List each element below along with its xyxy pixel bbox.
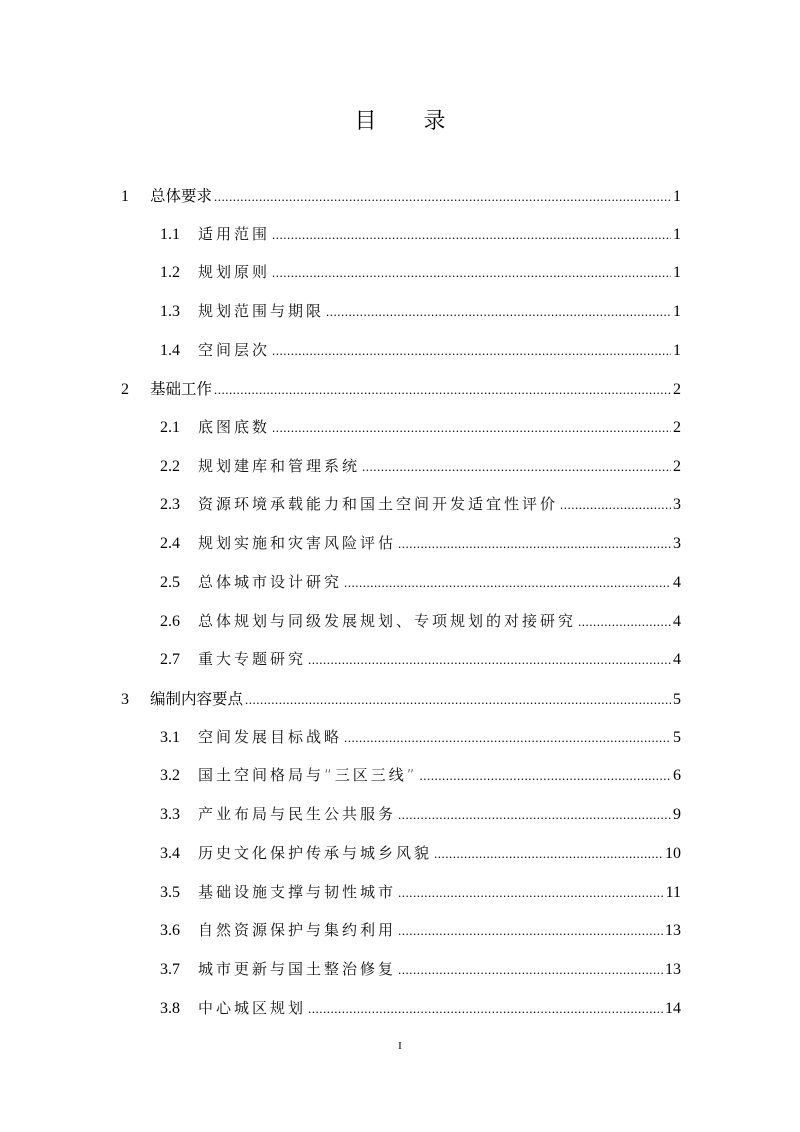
entry-page: 11 bbox=[665, 884, 681, 901]
entry-page: 5 bbox=[673, 691, 681, 708]
toc-entry-2-2[interactable] bbox=[160, 455, 681, 481]
dot-leader bbox=[398, 962, 663, 978]
entry-title: 规划建库和管理系统 bbox=[198, 457, 361, 475]
entry-number: 2.1 bbox=[160, 419, 180, 436]
entry-page: 2 bbox=[673, 458, 681, 475]
entry-title: 产业布局与民生公共服务 bbox=[198, 805, 397, 823]
entry-title: 基础设施支撑与韧性城市 bbox=[198, 883, 397, 901]
entry-title: 底图底数 bbox=[198, 418, 271, 436]
entry-page: 10 bbox=[665, 845, 681, 862]
entry-page: 1 bbox=[673, 188, 681, 205]
dot-leader bbox=[272, 343, 671, 359]
entry-page: 1 bbox=[673, 264, 681, 281]
entry-number: 2.5 bbox=[160, 574, 180, 591]
toc-entry-3[interactable] bbox=[121, 687, 681, 713]
entry-number: 3.7 bbox=[160, 961, 180, 978]
entry-number: 2.6 bbox=[160, 613, 180, 630]
dot-leader bbox=[272, 420, 671, 436]
toc-entry-1-4[interactable] bbox=[160, 339, 681, 365]
toc-entry-3-3[interactable] bbox=[160, 803, 681, 829]
entry-number: 3 bbox=[121, 691, 129, 708]
entry-page: 4 bbox=[673, 613, 681, 630]
entry-title: 空间发展目标战略 bbox=[198, 728, 343, 746]
toc-entry-2-6[interactable] bbox=[160, 610, 681, 636]
toc-entry-3-6[interactable] bbox=[160, 919, 681, 945]
entry-title: 重大专题研究 bbox=[198, 650, 307, 668]
toc-entry-3-5[interactable] bbox=[160, 881, 681, 907]
entry-page: 13 bbox=[665, 922, 681, 939]
entry-number: 3.1 bbox=[160, 729, 180, 746]
entry-title: 历史文化保护传承与城乡风貌 bbox=[198, 844, 433, 862]
toc-entry-2-7[interactable] bbox=[160, 648, 681, 674]
entry-title: 自然资源保护与集约利用 bbox=[198, 921, 397, 939]
dot-leader bbox=[326, 304, 671, 320]
entry-title: 中心城区规划 bbox=[198, 999, 307, 1017]
entry-page: 1 bbox=[673, 226, 681, 243]
entry-page: 9 bbox=[673, 806, 681, 823]
dot-leader bbox=[344, 575, 671, 591]
dot-leader bbox=[420, 768, 671, 784]
entry-page: 5 bbox=[673, 729, 681, 746]
entry-number: 2.4 bbox=[160, 535, 180, 552]
entry-title: 总体要求 bbox=[150, 187, 213, 205]
entry-page: 3 bbox=[673, 496, 681, 513]
entry-page: 6 bbox=[673, 767, 681, 784]
toc-entry-1-2[interactable] bbox=[160, 261, 681, 287]
dot-leader bbox=[308, 1001, 663, 1017]
entry-title: 规划原则 bbox=[198, 263, 271, 281]
toc-entry-3-2[interactable] bbox=[160, 764, 681, 790]
entry-number: 3.6 bbox=[160, 922, 180, 939]
entry-page: 2 bbox=[673, 381, 681, 398]
entry-page: 13 bbox=[665, 961, 681, 978]
dot-leader bbox=[214, 382, 671, 398]
entry-title: 编制内容要点 bbox=[150, 690, 244, 708]
entry-page: 14 bbox=[665, 1000, 681, 1017]
entry-number: 2.2 bbox=[160, 458, 180, 475]
entry-number: 2.7 bbox=[160, 651, 180, 668]
entry-title: 适用范围 bbox=[198, 225, 271, 243]
entry-number: 3.5 bbox=[160, 884, 180, 901]
entry-title: 基础工作 bbox=[150, 380, 213, 398]
entry-page: 3 bbox=[673, 535, 681, 552]
toc-entry-2[interactable] bbox=[121, 377, 681, 403]
entry-title: 空间层次 bbox=[198, 341, 271, 359]
toc-entry-2-3[interactable] bbox=[160, 493, 681, 519]
dot-leader bbox=[398, 807, 671, 823]
toc-entry-3-8[interactable] bbox=[160, 997, 681, 1023]
page-title: 目 录 bbox=[354, 109, 466, 134]
entry-page: 4 bbox=[673, 574, 681, 591]
entry-number: 3.8 bbox=[160, 1000, 180, 1017]
dot-leader bbox=[362, 459, 671, 475]
entry-title: 总体规划与同级发展规划、专项规划的对接研究 bbox=[198, 612, 577, 630]
dot-leader bbox=[308, 652, 671, 668]
entry-number: 1.3 bbox=[160, 303, 180, 320]
entry-page: 4 bbox=[673, 651, 681, 668]
dot-leader bbox=[398, 923, 663, 939]
toc-entry-3-1[interactable] bbox=[160, 726, 681, 752]
entry-number: 2.3 bbox=[160, 496, 180, 513]
dot-leader bbox=[272, 227, 671, 243]
dot-leader bbox=[272, 265, 671, 281]
entry-number: 1.4 bbox=[160, 342, 180, 359]
dot-leader bbox=[245, 692, 671, 708]
entry-title: 资源环境承载能力和国土空间开发适宜性评价 bbox=[198, 495, 559, 513]
entry-number: 3.3 bbox=[160, 806, 180, 823]
toc-entry-1[interactable] bbox=[121, 184, 681, 210]
entry-number: 1.1 bbox=[160, 226, 180, 243]
dot-leader bbox=[560, 497, 671, 513]
dot-leader bbox=[398, 536, 671, 552]
dot-leader bbox=[344, 730, 671, 746]
toc-entry-2-5[interactable] bbox=[160, 571, 681, 597]
entry-page: 1 bbox=[673, 342, 681, 359]
entry-title: 城市更新与国土整治修复 bbox=[198, 960, 397, 978]
entry-number: 2 bbox=[121, 381, 129, 398]
entry-page: 1 bbox=[673, 303, 681, 320]
dot-leader bbox=[398, 885, 664, 901]
entry-number: 3.2 bbox=[160, 767, 180, 784]
entry-title: 规划实施和灾害风险评估 bbox=[198, 534, 397, 552]
entry-number: 3.4 bbox=[160, 845, 180, 862]
dot-leader bbox=[434, 846, 663, 862]
entry-title: 总体城市设计研究 bbox=[198, 573, 343, 591]
toc-entry-3-7[interactable] bbox=[160, 958, 681, 984]
entry-title: 规划范围与期限 bbox=[198, 302, 325, 320]
entry-title: 国土空间格局与“三区三线” bbox=[198, 766, 418, 784]
toc-entry-1-3[interactable] bbox=[160, 300, 681, 326]
dot-leader bbox=[214, 189, 671, 205]
toc-entry-2-4[interactable] bbox=[160, 532, 681, 558]
entry-number: 1 bbox=[121, 188, 129, 205]
page-number-footer: I bbox=[398, 1040, 402, 1052]
entry-page: 2 bbox=[673, 419, 681, 436]
dot-leader bbox=[578, 614, 671, 630]
toc-entry-1-1[interactable] bbox=[160, 223, 681, 249]
toc-entry-3-4[interactable] bbox=[160, 842, 681, 868]
entry-number: 1.2 bbox=[160, 264, 180, 281]
toc-entry-2-1[interactable] bbox=[160, 416, 681, 442]
